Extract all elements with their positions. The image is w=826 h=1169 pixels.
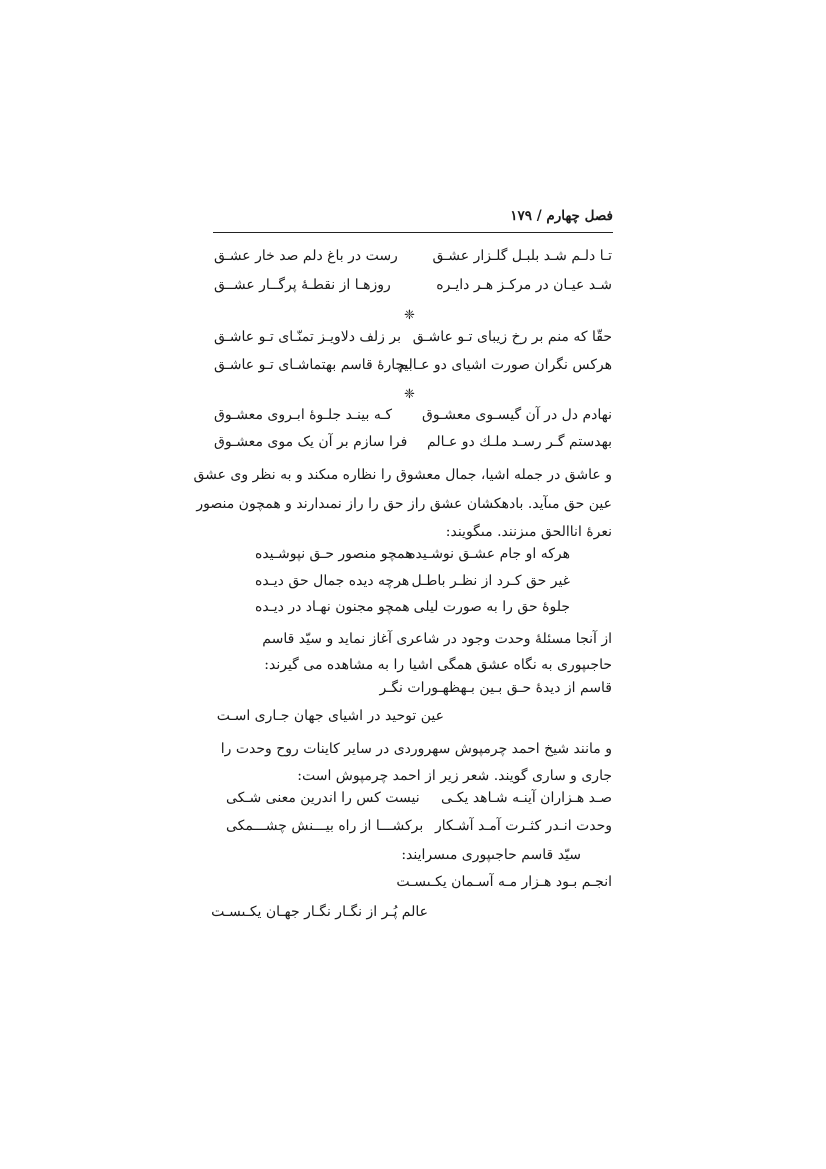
verse-right: جلوۀ حق را به صورت ليلى bbox=[413, 599, 570, 615]
verse-left: روزهـا از نقطـۀ پرگــار عشــق bbox=[214, 277, 391, 293]
verse-right: نهادم دل در آن گيسـوى معشـوق bbox=[422, 407, 612, 423]
verse-left: رست در باغ دلم صد خار عشـق bbox=[214, 248, 398, 264]
verse-right: صـد هـزاران آينـه شـاهد يكـى bbox=[440, 790, 612, 806]
verse-right: شـد عيـان در مركـز هـر دايـره bbox=[436, 277, 612, 293]
verse-left: همچو منصور حـق نپوشـيده bbox=[255, 546, 413, 562]
paragraph-line: حاجىپورى به نگاه عشق همگى اشيا را به مشاهده مى گيرند: bbox=[264, 657, 612, 673]
separator-ornament: ❈ bbox=[404, 308, 415, 323]
verse-right: بهدستم گـر رسـد ملـك دو عـالم bbox=[427, 434, 612, 450]
paragraph-line: از آنجا مسئلۀ وحدت وجود در شاعرى آغاز نمايد و سيّد قاسم bbox=[262, 631, 612, 647]
paragraph-line: نعرۀ اناالحق مىزنند. مىگويند: bbox=[445, 524, 612, 540]
verse-left: كـه بينـد جلـوۀ ابـروى معشـوق bbox=[214, 407, 393, 423]
verse-right: هركس نگران صورت اشياى دو عـالم bbox=[399, 357, 612, 373]
verse-right: وحدت انـدر كثـرت آمـد آشـكار bbox=[435, 818, 612, 834]
verse-left: همچو مجنون نهـاد در ديـده bbox=[255, 599, 410, 615]
verse-right: تـا دلـم شـد بلبـل گلـزار عشـق bbox=[432, 248, 612, 264]
running-header bbox=[213, 200, 613, 233]
chapter-page-title: فصل چهارم / ۱۷۹ bbox=[510, 208, 613, 224]
verse-left: بر زلف دلاويـز تمنّـاى تـو عاشـق bbox=[214, 329, 401, 345]
verse-left: بركشـــا از راه بيـــنش چشـــمكى bbox=[226, 818, 424, 834]
verse-left: نيست كس را اندرين معنى شـكى bbox=[226, 790, 420, 806]
verse-left: فرا سازم بر آن يک موى معشـوق bbox=[214, 434, 408, 450]
paragraph-line: عين حق مىآيد. بادهكشان عشق راز حق را راز نمىدارند و همچون منصور bbox=[196, 496, 612, 512]
paragraph-line: و مانند شيخ احمد چرمپوش سهروردى در ساير كاينات روح وحدت را bbox=[220, 741, 612, 757]
verse-right: غير حق كـرد از نظـر باطـل bbox=[411, 573, 570, 589]
verse-left: بيچارۀ قاسم بهتماشـاى تـو عاشـق bbox=[214, 357, 413, 373]
verse-line: قاسم از ديدۀ حـق بـين بـهظهـورات نگـر bbox=[379, 680, 612, 696]
verse-right: هركه او جام عشـق نوشـيده bbox=[408, 546, 570, 562]
separator-ornament: ❈ bbox=[404, 387, 415, 402]
verse-line: عين توحيد در اشياى جهان جـارى اسـت bbox=[216, 708, 444, 724]
verse-right: حقّا كه منم بر رخ زيباى تـو عاشـق bbox=[412, 329, 612, 345]
verse-left: هرچه ديده جمال حق ديـده bbox=[255, 573, 410, 589]
paragraph-line: سيّد قاسم حاجىپورى مىسرايند: bbox=[401, 847, 581, 863]
paragraph-line: جارى و سارى گويند. شعر زير از احمد چرمپوش است: bbox=[297, 768, 612, 784]
verse-line: انجـم بـود هـزار مـه آسـمان يكـىسـت bbox=[396, 874, 612, 890]
verse-line: عالم پُـر از نگـار نگـار جهـان يكـىسـت bbox=[211, 904, 428, 920]
paragraph-line: و عاشق در جمله اشيا، جمال معشوق را نظاره مىكند و به نظر وى عشق bbox=[193, 467, 612, 483]
